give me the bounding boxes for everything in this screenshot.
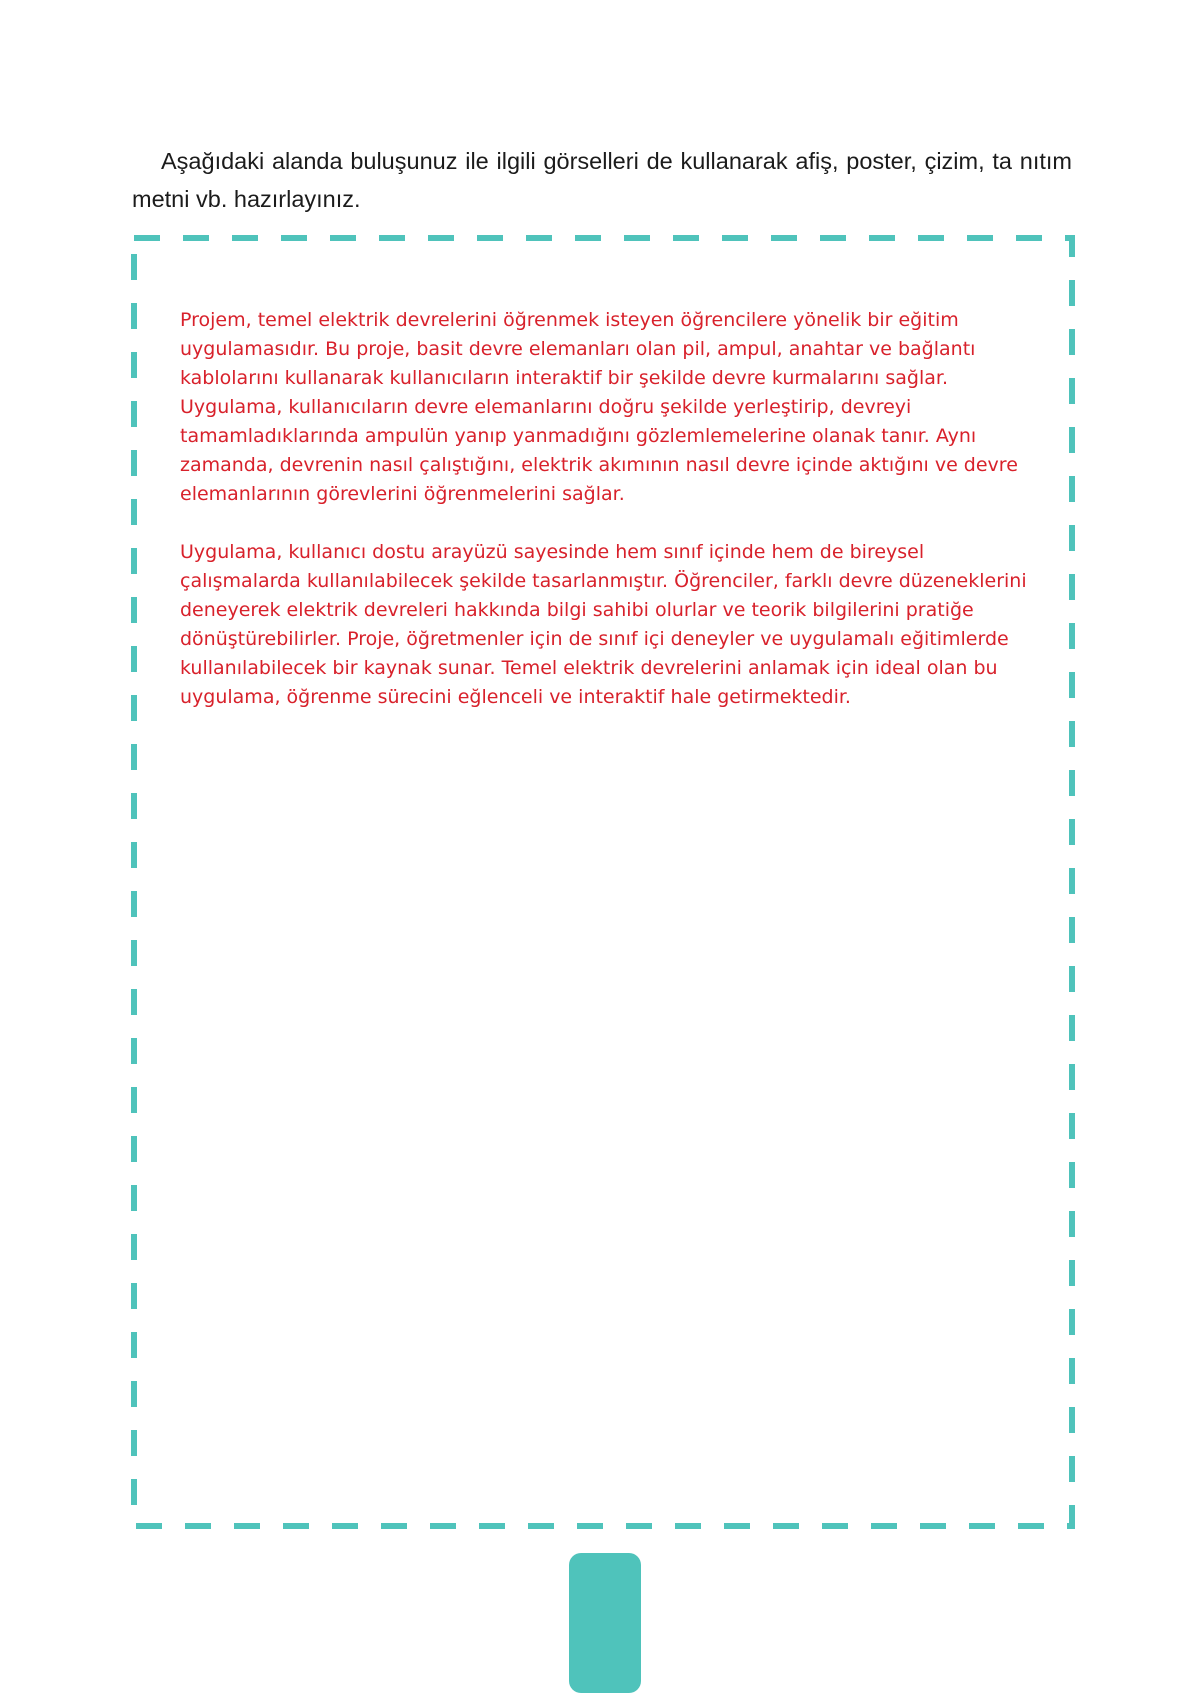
page-number-tab (569, 1553, 641, 1693)
answer-text-block (180, 306, 1040, 741)
instruction-text: Aşağıdaki alanda buluşunuz ile ilgili görselleri de kullanarak afiş, poster, çizim, ta nıtım metni vb. hazırlayınız. (132, 148, 1072, 212)
answer-paragraph-1: Projem, temel elektrik devrelerini öğrenmek isteyen öğrencilere yönelik bir eğitim uygulamasıdır. Bu proje, basit devre elemanları olan pil, ampul, anahtar ve bağlantı kablolarını kullanarak kullanıcıların interaktif bir şekilde devre kurmalarını sağlar. Uygulama, kullanıcıların devre elemanlarını doğru şekilde yerleştirip, devreyi tamamladıklarında ampulün yanıp yanmadığını gözlemlemelerine olanak tanır. Aynı zamanda, devrenin nasıl çalıştığını, elektrik akımının nasıl devre içinde aktığını ve devre elemanlarının görevlerini öğrenmelerini sağlar. (180, 309, 1018, 505)
answer-paragraph-2: Uygulama, kullanıcı dostu arayüzü sayesinde hem sınıf içinde hem de bireysel çalışmalarda kullanılabilecek şekilde tasarlanmıştır. Öğrenciler, farklı devre düzeneklerini deneyerek elektrik devreleri hakkında bilgi sahibi olurlar ve teorik bilgilerini pratiğe dönüştürebilirler. Proje, öğretmenler için de sınıf içi deneyler ve uygulamalı eğitimlerde kullanılabilecek bir kaynak sunar. Temel elektrik devrelerini anlamak için ideal olan bu uygulama, öğrenme sürecini eğlenceli ve interaktif hale getirmektedir. (180, 541, 1027, 708)
